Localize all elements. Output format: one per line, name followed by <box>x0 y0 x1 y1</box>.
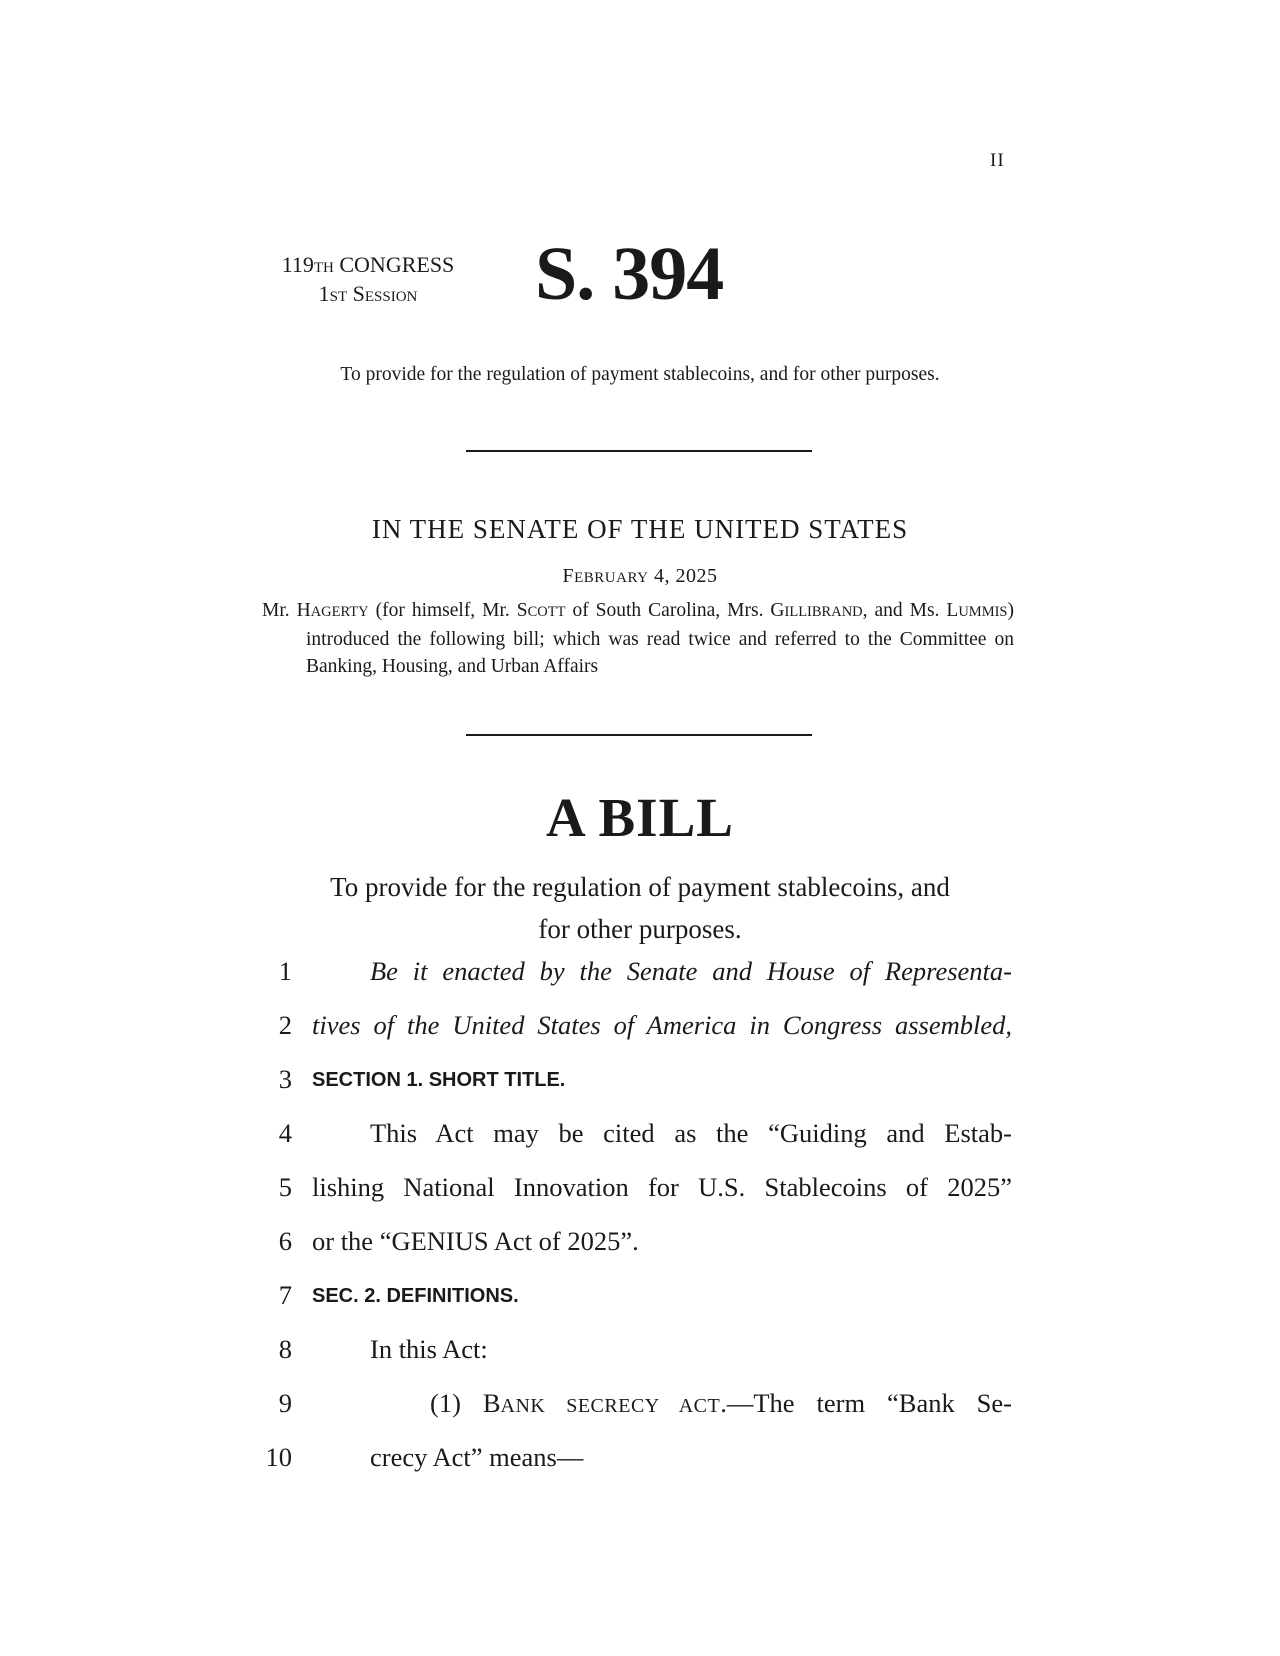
short-purpose: To provide for the regulation of payment stablecoins, and for other purposes. <box>340 364 940 385</box>
divider-rule <box>466 734 812 736</box>
congress-session-block <box>258 252 478 310</box>
section-heading: SECTION 1. SHORT TITLE. <box>312 1069 566 1091</box>
chamber-heading: IN THE SENATE OF THE UNITED STATES <box>371 514 909 544</box>
a-bill-heading: A BILL <box>546 787 734 848</box>
long-title: To provide for the regulation of payment stablecoins, and for other purposes. <box>330 872 950 944</box>
session-line: 1ST SESSION <box>318 281 418 306</box>
introduction-date: FEBRUARY 4, 2025 <box>562 565 718 587</box>
bill-number: S. 394 <box>535 232 724 316</box>
page-mark: II <box>990 150 1005 171</box>
section-heading: SEC. 2. DEFINITIONS. <box>312 1285 519 1307</box>
sponsors-statement: Mr. HAGERTY (for himself, Mr. SCOTT of South Carolina, Mrs. GILLIBRAND, and Ms. LUMMIS) introduced the following bill; which was read twice and referred to the Committee on Banking, Housing, and Urban Affairs <box>262 600 1014 677</box>
congress-line: 119TH CONGRESS <box>281 252 455 277</box>
divider-rule <box>466 450 812 452</box>
